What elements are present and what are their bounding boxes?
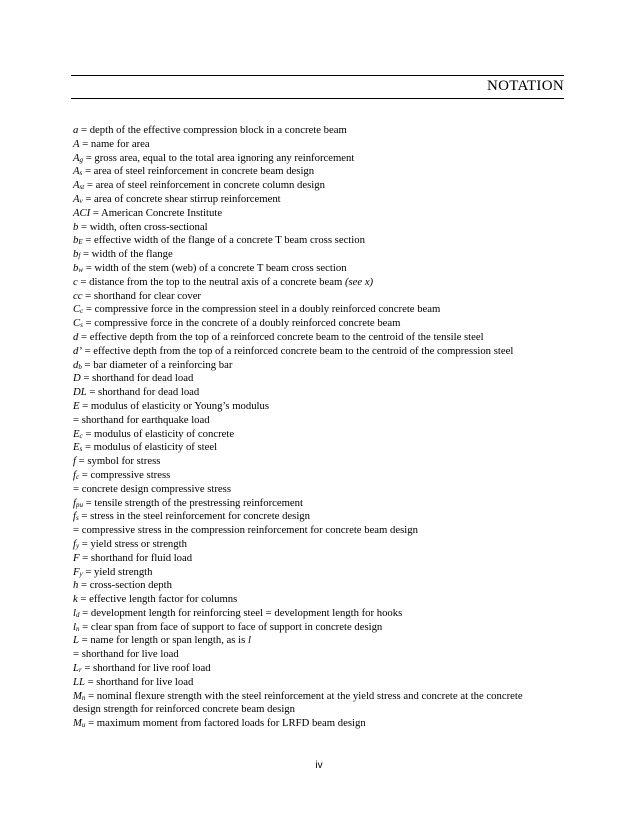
notation-entry xyxy=(73,676,551,690)
notation-description: = shorthand for earthquake load xyxy=(73,413,210,426)
notation-entry xyxy=(73,717,551,731)
notation-note: l xyxy=(247,634,251,647)
notation-entry xyxy=(73,138,551,152)
notation-subscript: c xyxy=(80,307,84,316)
notation-subscript: v xyxy=(79,196,83,205)
notation-entry xyxy=(73,317,551,331)
notation-subscript: g xyxy=(79,155,84,164)
notation-description: = compressive stress in the compression reinforcement for concrete beam design xyxy=(73,524,418,537)
notation-symbol: DL xyxy=(73,386,87,399)
notation-entry xyxy=(73,152,551,166)
notation-description: = effective depth from the top of a reinforced concrete beam to the centroid of the compression steel xyxy=(81,344,514,357)
notation-description: = shorthand for live roof load xyxy=(81,662,211,675)
notation-description: = width, often cross-sectional xyxy=(78,220,208,233)
notation-description: = symbol for stress xyxy=(75,455,161,468)
notation-description: = name for area xyxy=(79,137,150,150)
notation-description: = shorthand for fluid load xyxy=(79,551,193,564)
notation-symbol: $E_s$ xyxy=(73,441,83,454)
notation-description: = nominal flexure strength with the steel reinforcement at the yield stress and concrete at the concrete design strength for reinforced concrete beam design xyxy=(73,689,523,716)
header-rule-bottom xyxy=(71,98,564,99)
notation-subscript: u xyxy=(81,721,86,730)
notation-symbol: $d_b$ xyxy=(73,358,82,371)
page-number: iv xyxy=(315,760,323,771)
notation-symbol: $F_y$ xyxy=(73,565,83,578)
notation-note: (see x) xyxy=(344,275,374,288)
notation-subscript: r xyxy=(78,666,82,675)
notation-symbol: $E_c$ xyxy=(73,427,83,440)
notation-description: = cross-section depth xyxy=(78,579,172,592)
notation-subscript: c xyxy=(75,472,80,481)
notation-subscript: b xyxy=(78,362,82,371)
notation-symbol: E xyxy=(73,399,80,412)
notation-symbol: $A_s$ xyxy=(73,165,83,178)
notation-entry xyxy=(73,621,551,635)
notation-entry xyxy=(73,634,551,648)
notation-description: = modulus of elasticity of concrete xyxy=(82,427,235,440)
notation-description: = shorthand for live load xyxy=(73,648,179,661)
notation-entry xyxy=(73,662,551,676)
notation-entry xyxy=(73,593,551,607)
notation-entry xyxy=(73,690,551,718)
notation-subscript: pu xyxy=(75,500,83,509)
notation-symbol: $b_E$ xyxy=(73,234,83,247)
notation-list xyxy=(73,124,551,731)
notation-entry xyxy=(73,386,551,400)
notation-symbol: k xyxy=(73,593,78,606)
notation-symbol: L xyxy=(73,634,79,647)
notation-symbol: $C_c$ xyxy=(73,303,84,316)
notation-symbol: h xyxy=(73,579,79,592)
notation-entry xyxy=(73,345,551,359)
notation-entry xyxy=(73,441,551,455)
notation-symbol: $f_y$ xyxy=(73,537,80,550)
notation-symbol: $M_u$ xyxy=(73,717,86,730)
notation-entry xyxy=(73,497,551,511)
notation-entry xyxy=(73,248,551,262)
notation-symbol: F xyxy=(73,551,80,564)
notation-symbol: b xyxy=(73,220,79,233)
notation-description: = clear span from face of support to face of support in concrete design xyxy=(79,620,383,633)
notation-description: = compressive force in the compression steel in a doubly reinforced concrete beam xyxy=(83,303,441,316)
notation-description: = effective length factor for columns xyxy=(77,593,238,606)
notation-symbol: $M_n$ xyxy=(73,689,86,702)
notation-entry xyxy=(73,179,551,193)
notation-entry xyxy=(73,221,551,235)
notation-symbol: ACI xyxy=(73,206,91,219)
notation-entry xyxy=(73,469,551,483)
notation-symbol: $f_{pu}$ xyxy=(73,496,83,509)
notation-subscript: n xyxy=(81,693,86,702)
notation-subscript: s xyxy=(80,321,83,330)
notation-symbol: $A_g$ xyxy=(73,151,84,164)
notation-subscript: w xyxy=(78,265,84,274)
notation-subscript: d xyxy=(75,610,80,619)
notation-entry xyxy=(73,303,551,317)
notation-subscript: E xyxy=(78,238,83,247)
notation-subscript: c xyxy=(79,431,83,440)
notation-description: = bar diameter of a reinforcing bar xyxy=(81,358,233,371)
notation-entry xyxy=(73,524,551,538)
notation-entry xyxy=(73,455,551,469)
notation-subscript: y xyxy=(79,569,83,578)
notation-description: = compressive stress xyxy=(79,468,171,481)
notation-entry xyxy=(73,290,551,304)
notation-symbol: c xyxy=(73,275,78,288)
notation-description: = development length for reinforcing steel = development length for hooks xyxy=(79,606,403,619)
notation-entry xyxy=(73,607,551,621)
notation-symbol: $b_f$ xyxy=(73,248,81,261)
notation-symbol: $l_n$ xyxy=(73,620,80,633)
notation-symbol: LL xyxy=(73,675,85,688)
notation-symbol: f xyxy=(73,455,76,468)
notation-subscript: s xyxy=(79,445,83,454)
notation-description: = depth of the effective compression block in a concrete beam xyxy=(78,124,347,136)
notation-description: = width of the stem (web) of a concrete T beam cross section xyxy=(83,261,347,274)
notation-entry xyxy=(73,165,551,179)
notation-entry xyxy=(73,400,551,414)
notation-description: = yield stress or strength xyxy=(79,537,187,550)
notation-description: = width of the flange xyxy=(80,248,173,261)
notation-description: = shorthand for dead load xyxy=(80,372,194,385)
notation-entry xyxy=(73,538,551,552)
notation-description: = stress in the steel reinforcement for concrete design xyxy=(78,510,310,523)
notation-entry xyxy=(73,648,551,662)
notation-entry xyxy=(73,193,551,207)
notation-symbol: $A_{st}$ xyxy=(73,179,85,192)
notation-symbol: d xyxy=(73,330,79,343)
notation-description: = modulus of elasticity or Young’s modulus xyxy=(79,399,270,412)
notation-entry xyxy=(73,234,551,248)
notation-entry xyxy=(73,483,551,497)
notation-entry xyxy=(73,124,551,138)
notation-symbol: A xyxy=(73,137,80,150)
notation-entry xyxy=(73,414,551,428)
notation-description: = shorthand for clear cover xyxy=(82,289,201,302)
notation-description: = concrete design compressive stress xyxy=(73,482,231,495)
notation-subscript: f xyxy=(78,252,81,261)
notation-description: = American Concrete Institute xyxy=(90,206,223,219)
notation-entry xyxy=(73,510,551,524)
notation-symbol: D xyxy=(73,372,81,385)
notation-description: = maximum moment from factored loads for LRFD beam design xyxy=(85,717,366,730)
notation-entry xyxy=(73,552,551,566)
notation-description: = tensile strength of the prestressing reinforcement xyxy=(82,496,303,509)
notation-entry xyxy=(73,276,551,290)
notation-description: = shorthand for live load xyxy=(84,675,194,688)
notation-entry xyxy=(73,331,551,345)
notation-entry xyxy=(73,372,551,386)
notation-symbol: $l_d$ xyxy=(73,606,80,619)
notation-description: = area of steel reinforcement in concrete column design xyxy=(84,179,325,192)
notation-subscript: y xyxy=(75,541,80,550)
notation-symbol: $f_c$ xyxy=(73,468,80,481)
header-rule-top xyxy=(71,75,564,76)
page-title: NOTATION xyxy=(486,78,564,94)
notation-description: = distance from the top to the neutral axis of a concrete beam xyxy=(77,275,345,288)
notation-subscript: s xyxy=(75,514,79,523)
notation-description: = effective width of the flange of a concrete T beam cross section xyxy=(82,234,365,247)
notation-symbol: $C_s$ xyxy=(73,317,83,330)
notation-description: = shorthand for dead load xyxy=(86,386,200,399)
notation-description: = area of concrete shear stirrup reinforcement xyxy=(82,192,281,205)
notation-entry xyxy=(73,579,551,593)
notation-description: = area of steel reinforcement in concrete beam design xyxy=(82,165,315,178)
notation-description: = compressive force in the concrete of a doubly reinforced concrete beam xyxy=(82,317,401,330)
notation-entry xyxy=(73,359,551,373)
notation-entry xyxy=(73,207,551,221)
notation-subscript: s xyxy=(79,169,83,178)
notation-description: = effective depth from the top of a reinforced concrete beam to the centroid of the tensile steel xyxy=(78,330,484,343)
notation-entry xyxy=(73,428,551,442)
notation-description: = gross area, equal to the total area ignoring any reinforcement xyxy=(83,151,355,164)
notation-subscript: n xyxy=(75,624,80,633)
notation-symbol: $f_s$ xyxy=(73,510,79,523)
notation-entry xyxy=(73,262,551,276)
notation-symbol: d’ xyxy=(73,344,82,357)
notation-symbol: a xyxy=(73,124,79,136)
notation-entry xyxy=(73,566,551,580)
notation-description: = yield strength xyxy=(82,565,153,578)
notation-description: = name for length or span length, as is xyxy=(78,634,248,647)
notation-symbol: $A_v$ xyxy=(73,192,83,205)
notation-symbol: $L_r$ xyxy=(73,662,82,675)
notation-description: = modulus of elasticity of steel xyxy=(82,441,218,454)
notation-subscript: st xyxy=(79,183,85,192)
notation-symbol: $b_w$ xyxy=(73,261,84,274)
notation-symbol: cc xyxy=(73,289,83,302)
